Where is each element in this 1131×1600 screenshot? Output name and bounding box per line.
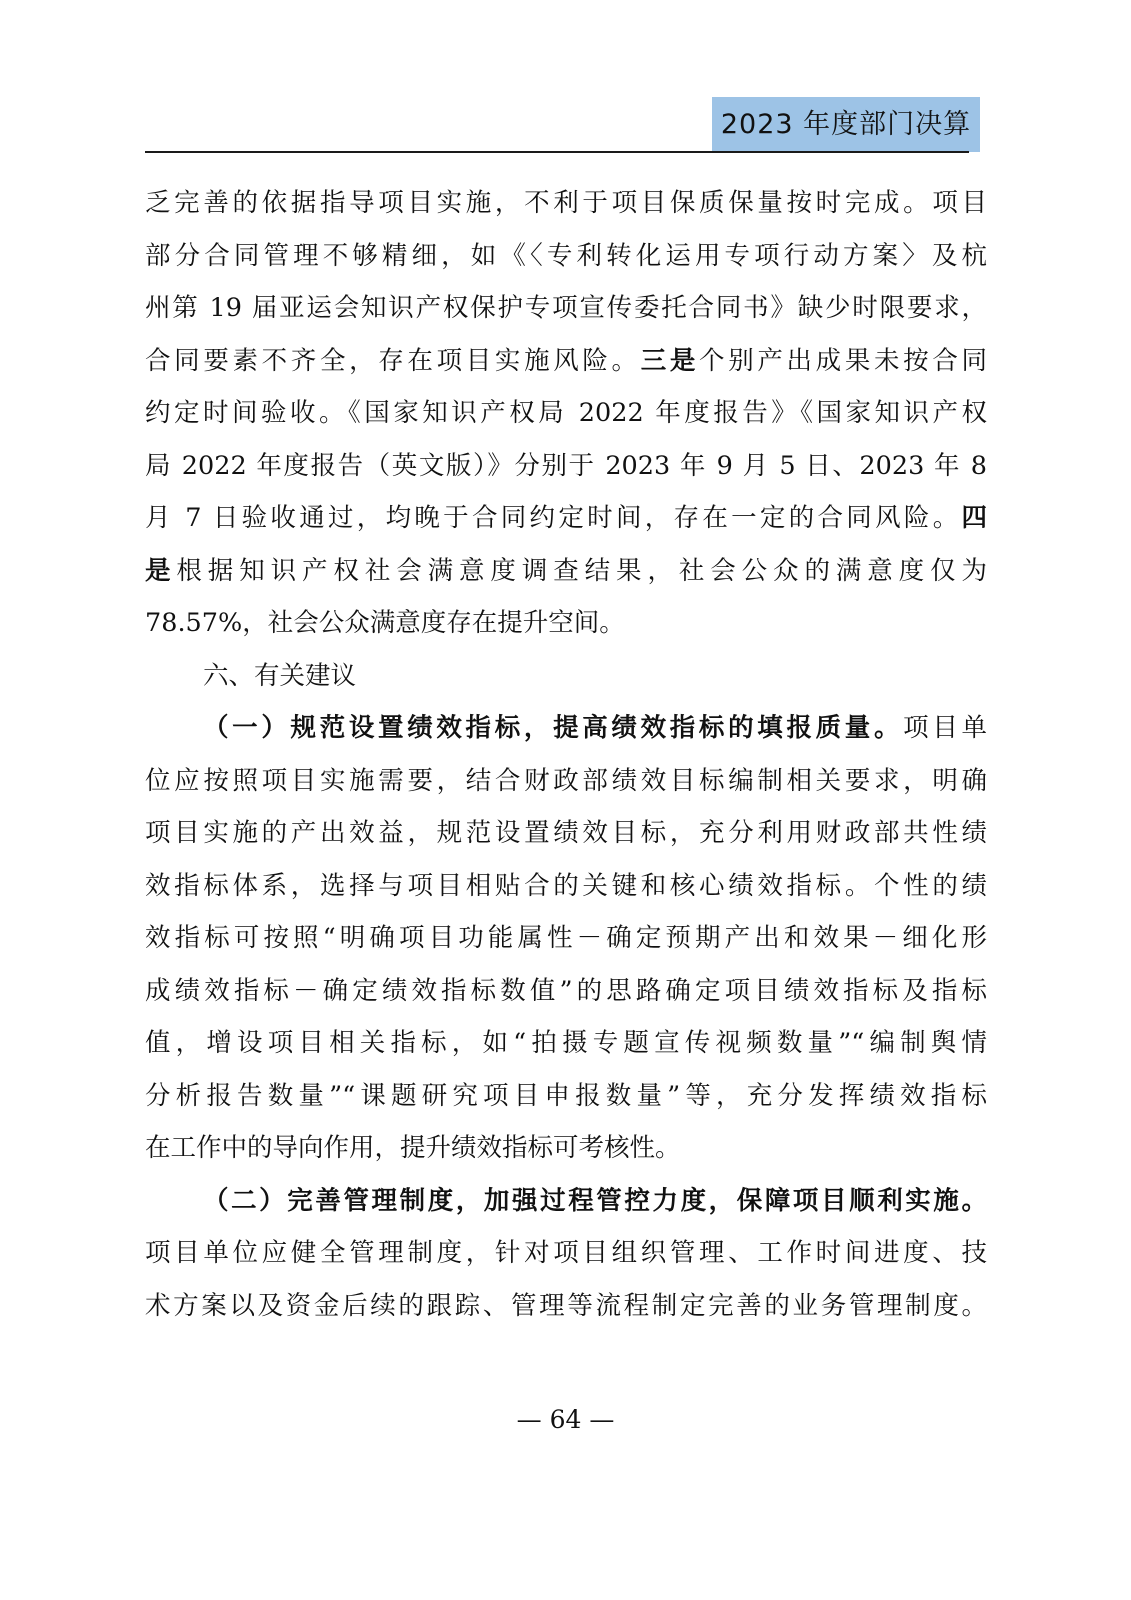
text-line: 效指标体系，选择与项目相贴合的关键和核心绩效指标。个性的绩 bbox=[145, 870, 987, 901]
text-line: 效指标可按照“明确项目功能属性－确定预期产出和效果－细化形 bbox=[145, 923, 987, 953]
header-rule bbox=[145, 151, 969, 153]
text-line: 78.57%，社会公众满意度存在提升空间。 bbox=[145, 608, 625, 638]
text-line: 分析报告数量”“课题研究项目申报数量”等，充分发挥绩效指标 bbox=[145, 1080, 987, 1111]
text-run: 个别产出成果未按合同 bbox=[699, 345, 987, 376]
text-run: 合同要素不齐全，存在项目实施风险。 bbox=[145, 345, 641, 376]
text-line: 值，增设项目相关指标，如“拍摄专题宣传视频数量”“编制舆情 bbox=[145, 1028, 987, 1058]
bold-lead: 四 bbox=[961, 503, 987, 533]
text-line: 项目单位应健全管理制度，针对项目组织管理、工作时间进度、技 bbox=[145, 1238, 987, 1268]
text-line: 部分合同管理不够精细，如《〈专利转化运用专项行动方案〉及杭 bbox=[145, 240, 987, 271]
text-line: 项目实施的产出效益，规范设置绩效目标，充分利用财政部共性绩 bbox=[145, 818, 987, 848]
text-line bbox=[145, 492, 987, 545]
text-line: 位应按照项目实施需要，结合财政部绩效目标编制相关要求，明确 bbox=[145, 765, 987, 796]
subsection-title: （二）完善管理制度，加强过程管控力度，保障项目顺利实施。 bbox=[203, 1185, 987, 1216]
text-line bbox=[145, 1175, 987, 1228]
text-line bbox=[145, 702, 987, 755]
header-tab bbox=[712, 97, 980, 152]
text-run: 项目单 bbox=[903, 713, 987, 743]
text-line: 在工作中的导向作用，提升绩效指标可考核性。 bbox=[145, 1133, 681, 1163]
text-line bbox=[145, 545, 987, 598]
text-line: 局 2022 年度报告（英文版）》分别于 2023 年 9 月 5 日、2023 年 8 bbox=[145, 450, 987, 481]
text-line: 约定时间验收。《国家知识产权局 2022 年度报告》《国家知识产权 bbox=[145, 398, 987, 428]
header-title: 2023 年度部门决算 bbox=[720, 109, 972, 140]
text-line: 州第 19 届亚运会知识产权保护专项宣传委托合同书》缺少时限要求， bbox=[145, 293, 987, 323]
section-heading: 六、有关建议 bbox=[203, 660, 357, 691]
subsection-title: （一）规范设置绩效指标，提高绩效指标的填报质量。 bbox=[203, 713, 904, 743]
text-line: 成绩效指标－确定绩效指标数值”的思路确定项目绩效指标及指标 bbox=[145, 975, 987, 1006]
text-run: 根据知识产权社会满意度调查结果，社会公众的满意度仅为 bbox=[176, 555, 987, 586]
text-line bbox=[145, 335, 987, 388]
text-line: 术方案以及资金后续的跟踪、管理等流程制定完善的业务管理制度。 bbox=[145, 1290, 987, 1321]
bold-lead: 三是 bbox=[640, 345, 700, 376]
body-text bbox=[145, 177, 987, 1332]
bold-lead: 是 bbox=[145, 555, 177, 586]
page-number: — 64 — bbox=[516, 1405, 615, 1434]
text-run: 月 7 日验收通过，均晚于合同约定时间，存在一定的合同风险。 bbox=[145, 503, 962, 533]
text-line: 乏完善的依据指导项目实施，不利于项目保质保量按时完成。项目 bbox=[145, 188, 987, 218]
